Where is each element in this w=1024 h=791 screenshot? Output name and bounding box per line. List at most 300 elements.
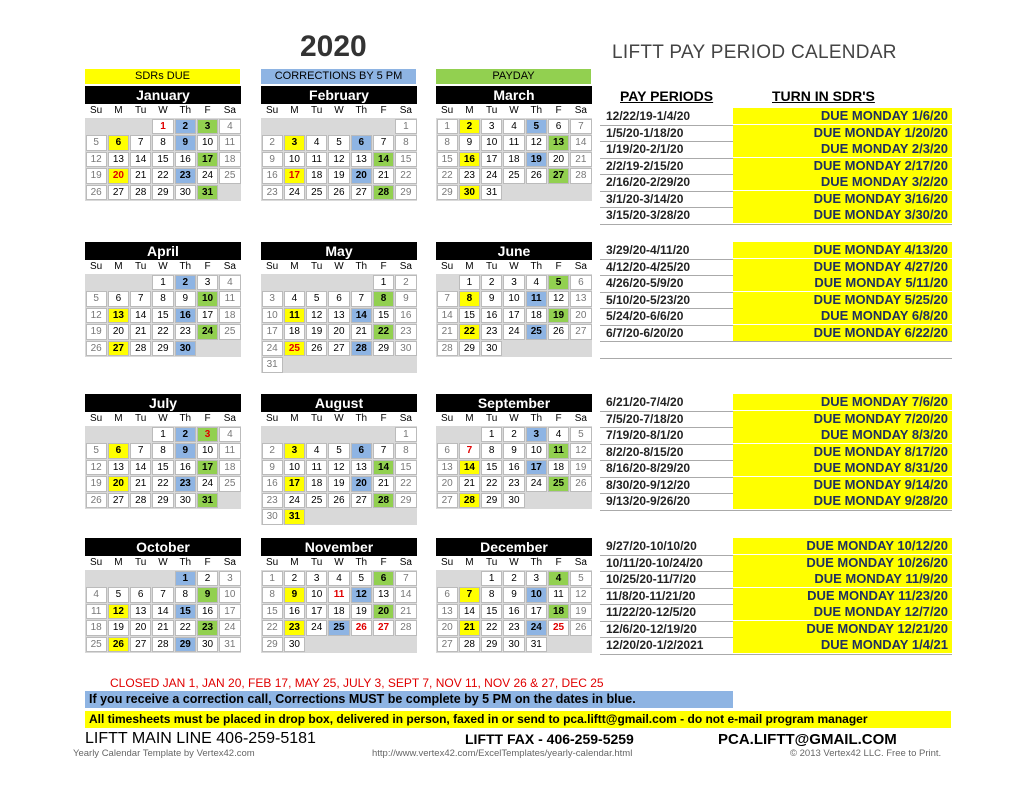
day-cell: 16 [262,476,283,492]
sdr-due-date: DUE MONDAY 7/20/20 [733,411,952,427]
day-cell: 13 [130,604,151,620]
weekday-label: Su [441,261,454,272]
weekday-label: Tu [135,105,147,116]
day-cell: 2 [262,135,283,151]
pay-period-range: 3/29/20-4/11/20 [606,243,690,257]
day-cell: 20 [437,620,458,636]
sdr-due-date: DUE MONDAY 6/22/20 [733,325,952,341]
day-cell: 21 [437,324,458,340]
day-cell: 7 [459,587,480,603]
day-cell: 12 [86,308,107,324]
day-cell: 8 [262,587,283,603]
day-cell: 24 [306,620,327,636]
day-cell: 27 [437,493,458,509]
weekday-label: M [465,105,474,116]
day-cell: 16 [175,308,196,324]
day-cell: 24 [219,620,240,636]
weekday-label: F [555,557,562,568]
day-cell: 1 [152,119,173,135]
day-cell: 26 [328,493,349,509]
legend-payday: PAYDAY [436,69,591,84]
pay-period-row [600,158,952,176]
day-cell: 25 [219,324,240,340]
pay-period-row [600,207,952,225]
day-cell: 15 [262,604,283,620]
day-cell: 12 [108,604,129,620]
pay-period-range: 5/24/20-6/6/20 [606,309,684,323]
month-name: June [436,242,592,260]
pay-period-range: 8/2/20-8/15/20 [606,444,684,459]
sdr-due-date: DUE MONDAY 1/4/21 [733,637,952,653]
sdr-due-date: DUE MONDAY 7/6/20 [733,394,952,410]
day-cell: 13 [328,308,349,324]
day-cell: 21 [351,324,372,340]
day-cell: 19 [306,324,327,340]
weekday-label: Th [355,557,368,568]
day-cell: 30 [284,637,305,653]
legend-sdrs-due: SDRs DUE [85,69,240,84]
day-cell: 25 [548,620,569,636]
day-cell: 4 [526,275,547,291]
weekday-label: Su [441,413,454,424]
day-cell: 12 [570,443,591,459]
weekday-label: Sa [574,105,587,116]
weekday-label: F [555,105,562,116]
day-cell: 5 [570,427,591,443]
day-cell: 1 [395,119,416,135]
day-cell: 3 [284,443,305,459]
day-cell: 13 [351,152,372,168]
empty-day-cell [570,185,591,201]
day-cell: 15 [175,604,196,620]
day-cell: 31 [284,509,305,525]
day-cell: 16 [481,308,502,324]
day-cell: 3 [262,291,283,307]
day-cell: 24 [197,168,218,184]
day-cell: 12 [351,587,372,603]
day-cell: 15 [481,604,502,620]
weekday-label: Tu [311,557,323,568]
day-cell: 9 [262,460,283,476]
day-cell: 27 [108,185,129,201]
weekday-label: Su [90,105,103,116]
day-cell: 16 [175,460,196,476]
day-cell: 9 [481,291,502,307]
empty-day-cell [262,119,283,135]
month-name: February [261,86,417,104]
weekday-label: F [555,261,562,272]
day-grid [436,118,592,201]
day-cell: 22 [481,476,502,492]
day-cell: 23 [459,168,480,184]
weekday-label: F [555,413,562,424]
month-may [261,242,417,373]
day-cell: 27 [351,493,372,509]
pay-period-range: 11/8/20-11/21/20 [606,588,696,603]
day-cell: 18 [503,152,524,168]
day-grid [85,118,241,201]
sdr-due-date: DUE MONDAY 9/28/20 [733,493,952,509]
day-cell: 17 [526,604,547,620]
day-cell: 7 [130,443,151,459]
weekday-label: F [204,413,211,424]
day-cell: 18 [219,460,240,476]
empty-day-cell [152,571,173,587]
day-cell: 9 [503,587,524,603]
pay-period-range: 1/19/20-2/1/20 [606,142,684,156]
empty-day-cell [503,185,524,201]
day-cell: 5 [351,571,372,587]
pay-period-range: 9/27/20-10/10/20 [606,539,697,553]
day-cell: 29 [152,341,173,357]
day-cell: 5 [86,291,107,307]
day-cell: 6 [108,135,129,151]
day-cell: 28 [459,493,480,509]
day-cell: 13 [108,152,129,168]
day-grid [261,118,417,201]
day-cell: 26 [306,341,327,357]
day-cell: 5 [108,587,129,603]
day-cell: 18 [328,604,349,620]
day-cell: 19 [86,324,107,340]
day-cell: 31 [197,493,218,509]
day-cell: 22 [373,324,394,340]
weekday-label: Th [355,105,368,116]
day-cell: 11 [219,135,240,151]
sdr-due-date: DUE MONDAY 11/9/20 [733,571,952,587]
day-cell: 6 [570,275,591,291]
day-cell: 5 [86,443,107,459]
weekday-header [436,260,592,274]
weekday-label: W [158,261,168,272]
weekday-header [261,260,417,274]
day-cell: 10 [481,135,502,151]
day-cell: 2 [197,571,218,587]
pay-period-range: 7/19/20-8/1/20 [606,428,684,442]
weekday-label: Sa [223,105,236,116]
day-cell: 24 [197,476,218,492]
day-cell: 13 [548,135,569,151]
day-cell: 25 [219,168,240,184]
weekday-label: M [465,413,474,424]
sdr-due-date: DUE MONDAY 10/12/20 [733,538,952,554]
weekday-label: Sa [574,413,587,424]
day-cell: 23 [481,324,502,340]
day-cell: 25 [548,476,569,492]
weekday-label: W [509,557,519,568]
weekday-label: M [114,413,123,424]
day-cell: 7 [373,443,394,459]
day-cell: 10 [284,460,305,476]
day-cell: 4 [548,427,569,443]
sdr-due-date: DUE MONDAY 8/31/20 [733,460,952,476]
day-cell: 17 [306,604,327,620]
day-cell: 1 [152,427,173,443]
empty-day-cell [262,427,283,443]
empty-day-cell [108,571,129,587]
pay-period-row [600,604,952,622]
day-cell: 8 [395,135,416,151]
empty-day-cell [373,637,394,653]
day-cell: 24 [526,476,547,492]
month-name: May [261,242,417,260]
day-cell: 19 [328,168,349,184]
day-cell: 8 [459,291,480,307]
empty-day-cell [526,493,547,509]
calendar-title: LIFTT PAY PERIOD CALENDAR [612,42,897,63]
empty-day-cell [570,493,591,509]
weekday-header [436,412,592,426]
weekday-label: M [465,557,474,568]
day-cell: 4 [284,291,305,307]
day-cell: 22 [262,620,283,636]
day-cell: 14 [130,152,151,168]
empty-day-cell [373,427,394,443]
day-cell: 21 [373,168,394,184]
day-cell: 26 [86,341,107,357]
empty-day-cell [197,341,218,357]
empty-day-cell [526,185,547,201]
weekday-label: F [380,557,387,568]
pay-period-blank-row [600,341,952,359]
weekday-label: Su [441,105,454,116]
pay-period-range: 3/1/20-3/14/20 [606,191,684,206]
weekday-label: W [158,413,168,424]
day-cell: 1 [262,571,283,587]
day-cell: 2 [175,427,196,443]
day-cell: 26 [570,476,591,492]
day-cell: 4 [503,119,524,135]
empty-day-cell [328,509,349,525]
month-december [436,538,592,653]
day-cell: 7 [351,291,372,307]
day-cell: 24 [503,324,524,340]
empty-day-cell [548,493,569,509]
day-cell: 5 [570,571,591,587]
day-cell: 17 [503,308,524,324]
day-cell: 7 [395,571,416,587]
weekday-header [85,260,241,274]
day-cell: 17 [262,324,283,340]
sdr-due-date: DUE MONDAY 10/26/20 [733,555,952,571]
day-cell: 21 [130,168,151,184]
pay-period-row [600,411,952,429]
day-cell: 12 [86,460,107,476]
day-cell: 22 [481,620,502,636]
sdr-due-date: DUE MONDAY 5/11/20 [733,275,952,291]
empty-day-cell [108,275,129,291]
day-cell: 4 [328,571,349,587]
day-cell: 18 [219,308,240,324]
day-cell: 2 [262,443,283,459]
weekday-label: Sa [574,557,587,568]
day-cell: 11 [548,443,569,459]
day-cell: 14 [459,460,480,476]
day-grid [261,426,417,525]
day-cell: 30 [175,341,196,357]
day-cell: 26 [548,324,569,340]
empty-day-cell [548,637,569,653]
pay-period-row [600,174,952,192]
day-cell: 22 [152,476,173,492]
day-grid [436,570,592,653]
month-february [261,86,417,201]
day-cell: 16 [395,308,416,324]
pay-period-row [600,141,952,159]
day-cell: 11 [86,604,107,620]
day-cell: 25 [306,185,327,201]
day-cell: 29 [481,493,502,509]
day-cell: 27 [570,324,591,340]
day-cell: 19 [108,620,129,636]
day-cell: 4 [219,275,240,291]
day-cell: 10 [284,152,305,168]
empty-day-cell [437,275,458,291]
empty-day-cell [306,427,327,443]
day-cell: 22 [152,324,173,340]
day-cell: 23 [175,476,196,492]
day-cell: 13 [570,291,591,307]
day-grid [85,274,241,357]
day-cell: 10 [262,308,283,324]
day-cell: 12 [526,135,547,151]
empty-day-cell [219,493,240,509]
day-cell: 8 [481,587,502,603]
day-cell: 15 [395,152,416,168]
weekday-label: Th [179,261,192,272]
weekday-label: F [380,261,387,272]
day-cell: 28 [130,341,151,357]
weekday-label: F [380,105,387,116]
day-cell: 3 [219,571,240,587]
day-cell: 31 [481,185,502,201]
day-cell: 26 [328,185,349,201]
weekday-label: Th [179,105,192,116]
pay-period-row [600,460,952,478]
month-november [261,538,417,653]
day-cell: 4 [219,427,240,443]
day-cell: 19 [548,308,569,324]
weekday-label: Su [266,261,279,272]
day-cell: 19 [328,476,349,492]
empty-day-cell [306,637,327,653]
pay-period-row [600,308,952,326]
empty-day-cell [262,275,283,291]
main-line-phone: LIFTT MAIN LINE 406-259-5181 [85,730,316,747]
day-cell: 19 [86,476,107,492]
day-cell: 30 [481,341,502,357]
sdr-due-date: DUE MONDAY 4/27/20 [733,259,952,275]
pay-period-row [600,292,952,310]
day-cell: 6 [351,443,372,459]
month-name: November [261,538,417,556]
day-cell: 18 [548,460,569,476]
day-cell: 11 [219,291,240,307]
day-cell: 16 [262,168,283,184]
day-cell: 16 [503,604,524,620]
month-name: March [436,86,592,104]
weekday-label: Th [179,413,192,424]
day-cell: 17 [197,308,218,324]
weekday-label: Sa [399,557,412,568]
day-cell: 25 [526,324,547,340]
weekday-label: W [509,105,519,116]
day-cell: 28 [130,493,151,509]
day-cell: 26 [526,168,547,184]
day-cell: 21 [373,476,394,492]
weekday-label: Th [530,413,543,424]
day-cell: 3 [197,119,218,135]
day-cell: 28 [152,637,173,653]
weekday-label: Th [530,557,543,568]
day-cell: 7 [130,135,151,151]
empty-day-cell [459,571,480,587]
empty-day-cell [108,427,129,443]
day-cell: 28 [373,493,394,509]
weekday-label: W [158,105,168,116]
weekday-label: Th [355,261,368,272]
sdr-due-date: DUE MONDAY 1/20/20 [733,125,952,141]
day-cell: 2 [284,571,305,587]
day-cell: 24 [526,620,547,636]
day-cell: 1 [481,571,502,587]
day-cell: 3 [526,427,547,443]
pay-period-range: 8/16/20-8/29/20 [606,461,691,475]
day-cell: 20 [437,476,458,492]
day-cell: 14 [130,308,151,324]
weekday-label: F [380,413,387,424]
empty-day-cell [284,119,305,135]
day-cell: 7 [570,119,591,135]
day-cell: 15 [373,308,394,324]
sdr-due-date: DUE MONDAY 9/14/20 [733,477,952,493]
day-cell: 15 [437,152,458,168]
pay-period-range: 11/22/20-12/5/20 [606,605,697,619]
day-cell: 9 [284,587,305,603]
weekday-label: Tu [135,413,147,424]
day-cell: 9 [175,443,196,459]
sdr-due-date: DUE MONDAY 1/6/20 [733,108,952,124]
sdr-due-date: DUE MONDAY 5/25/20 [733,292,952,308]
day-cell: 28 [395,620,416,636]
pay-period-row [600,571,952,589]
empty-day-cell [459,427,480,443]
day-cell: 10 [197,443,218,459]
empty-day-cell [86,427,107,443]
day-cell: 17 [219,604,240,620]
empty-day-cell [86,275,107,291]
day-cell: 1 [175,571,196,587]
day-cell: 14 [373,460,394,476]
day-cell: 8 [373,291,394,307]
month-name: December [436,538,592,556]
empty-day-cell [373,357,394,373]
day-grid [85,570,241,653]
weekday-label: Sa [223,261,236,272]
sdr-due-date: DUE MONDAY 6/8/20 [733,308,952,324]
day-cell: 30 [175,185,196,201]
pay-period-row [600,588,952,606]
pay-period-range: 2/2/19-2/15/20 [606,158,684,173]
day-cell: 31 [262,357,283,373]
day-cell: 29 [459,341,480,357]
day-cell: 8 [175,587,196,603]
empty-day-cell [284,357,305,373]
day-cell: 7 [130,291,151,307]
empty-day-cell [306,357,327,373]
pay-period-row [600,191,952,209]
pay-period-range: 8/30/20-9/12/20 [606,477,691,492]
